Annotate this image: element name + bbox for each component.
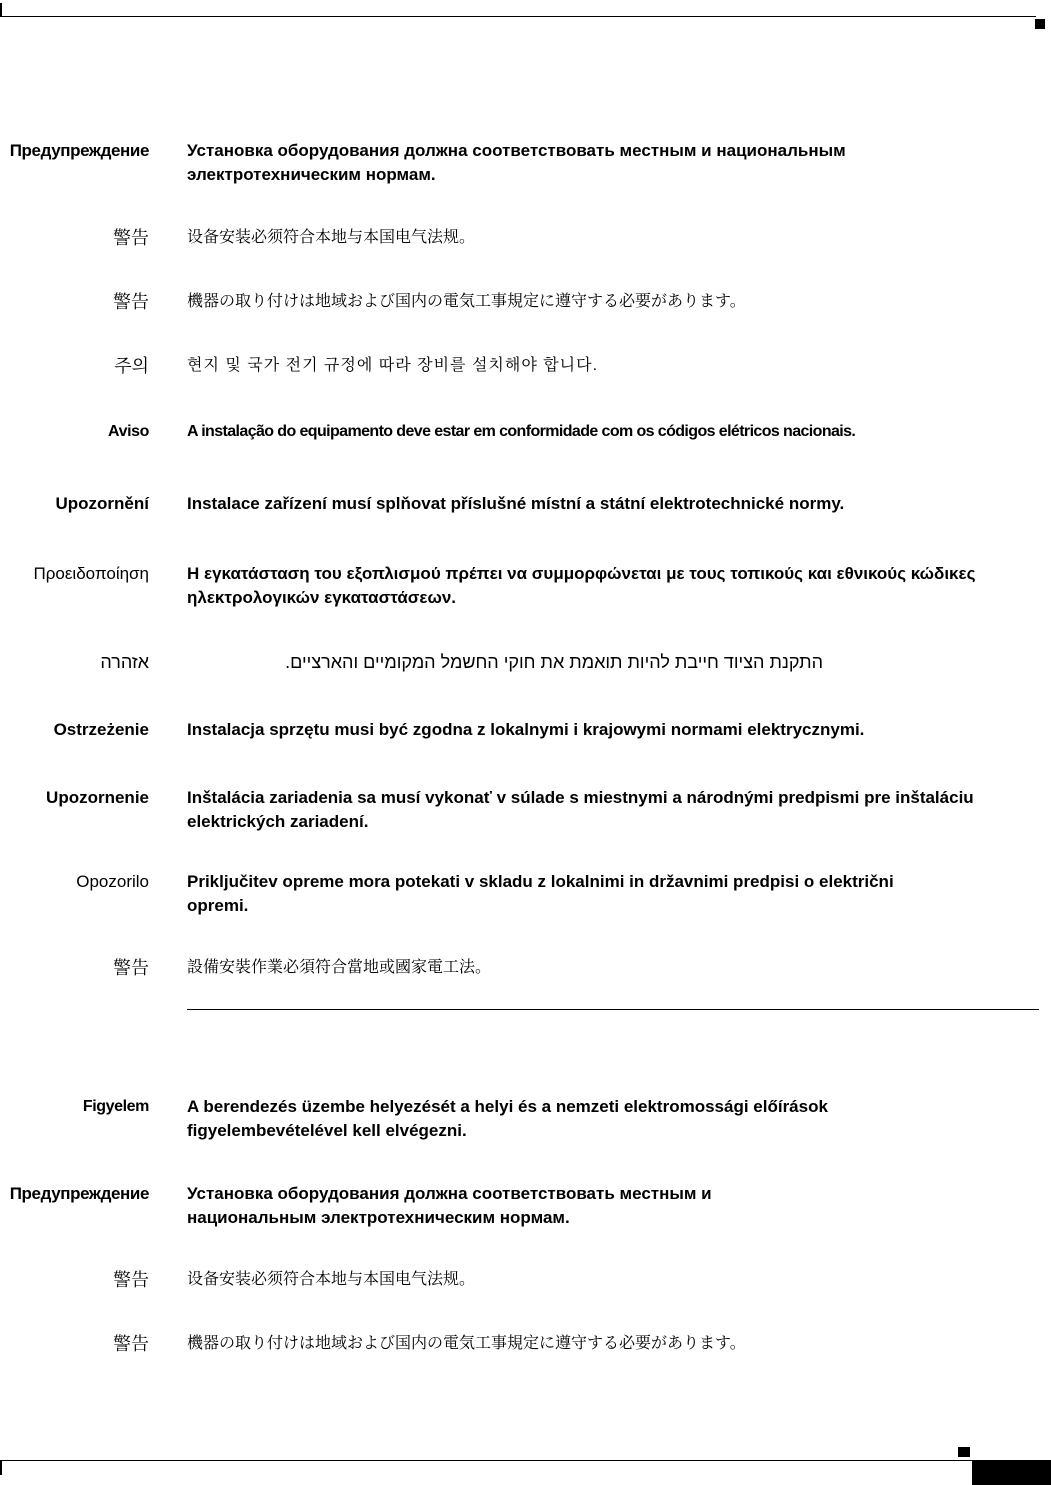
warning-label: 警告 <box>113 1334 149 1354</box>
warning-label: Upozornění <box>55 494 149 513</box>
section-divider <box>187 1009 1039 1010</box>
warning-text: Η εγκατάσταση του εξοπλισμού πρέπει να συμμορφώνεται με τους τοπικούς και εθνικούς κώδικες ηλεκτρολογικών εγκαταστάσεων. <box>187 564 976 607</box>
top-corner-mark <box>0 3 2 17</box>
footer-rule <box>0 1460 1051 1461</box>
warning-text: Установка оборудования должна соответствовать местным и национальным электротехническим нормам. <box>187 141 846 184</box>
warning-text: Instalacja sprzętu musi być zgodna z lokalnymi i krajowymi normami elektrycznymi. <box>187 720 865 739</box>
warning-text: 設備安裝作業必須符合當地或國家電工法。 <box>187 959 492 976</box>
warning-text: Inštalácia zariadenia sa musí vykonať v súlade s miestnymi a národnými predpismi pre inštaláciu elektrických zariadení. <box>187 788 974 831</box>
warning-label: Opozorilo <box>76 872 149 891</box>
page-number-tab <box>972 1461 1051 1485</box>
footer-square-marker <box>958 1447 970 1457</box>
header-square-marker <box>1035 19 1045 29</box>
warning-label: אזהרה <box>100 652 149 672</box>
warning-label: Предупреждение <box>9 141 149 160</box>
warning-label: Предупреждение <box>9 1184 149 1203</box>
warning-label: Ostrzeżenie <box>53 720 149 739</box>
warning-label: Figyelem <box>82 1098 149 1115</box>
warning-label: 警告 <box>113 958 149 978</box>
warning-text: Priključitev opreme mora potekati v skladu z lokalnimi in državnimi predpisi o električni opremi. <box>187 872 894 915</box>
warning-label: 警告 <box>113 228 149 248</box>
warning-label: Προειδοποίηση <box>33 564 149 583</box>
warning-text: התקנת הציוד חייבת להיות תואמת את חוקי החשמל המקומיים והארציים. <box>285 652 823 672</box>
warning-label: Aviso <box>108 423 149 440</box>
warning-label: 警告 <box>113 292 149 312</box>
warning-label: 주의 <box>114 356 149 376</box>
header-rule <box>0 16 1036 17</box>
warning-text: 设备安装必须符合本地与本国电气法规。 <box>187 1271 476 1288</box>
warning-label: 警告 <box>113 1270 149 1290</box>
bottom-corner-mark <box>0 1461 2 1475</box>
warning-text: 機器の取り付けは地域および国内の電気工事規定に遵守する必要があります。 <box>187 293 746 310</box>
warning-text: A berendezés üzembe helyezését a helyi és a nemzeti elektromossági előírások figyelembevételével kell elvégezni. <box>187 1097 828 1140</box>
warning-text: A instalação do equipamento deve estar em conformidade com os códigos elétricos nacionais. <box>187 423 856 440</box>
warning-text: 设备安装必须符合本地与本国电气法规。 <box>187 229 476 246</box>
warning-text: Установка оборудования должна соответствовать местным и национальным электротехническим нормам. <box>187 1184 712 1227</box>
warning-label: Upozornenie <box>46 788 149 807</box>
warning-text: Instalace zařízení musí splňovat příslušné místní a státní elektrotechnické normy. <box>187 494 845 513</box>
warning-text: 현지 및 국가 전기 규정에 따라 장비를 설치해야 합니다. <box>187 357 599 374</box>
warning-text: 機器の取り付けは地域および国内の電気工事規定に遵守する必要があります。 <box>187 1335 746 1352</box>
